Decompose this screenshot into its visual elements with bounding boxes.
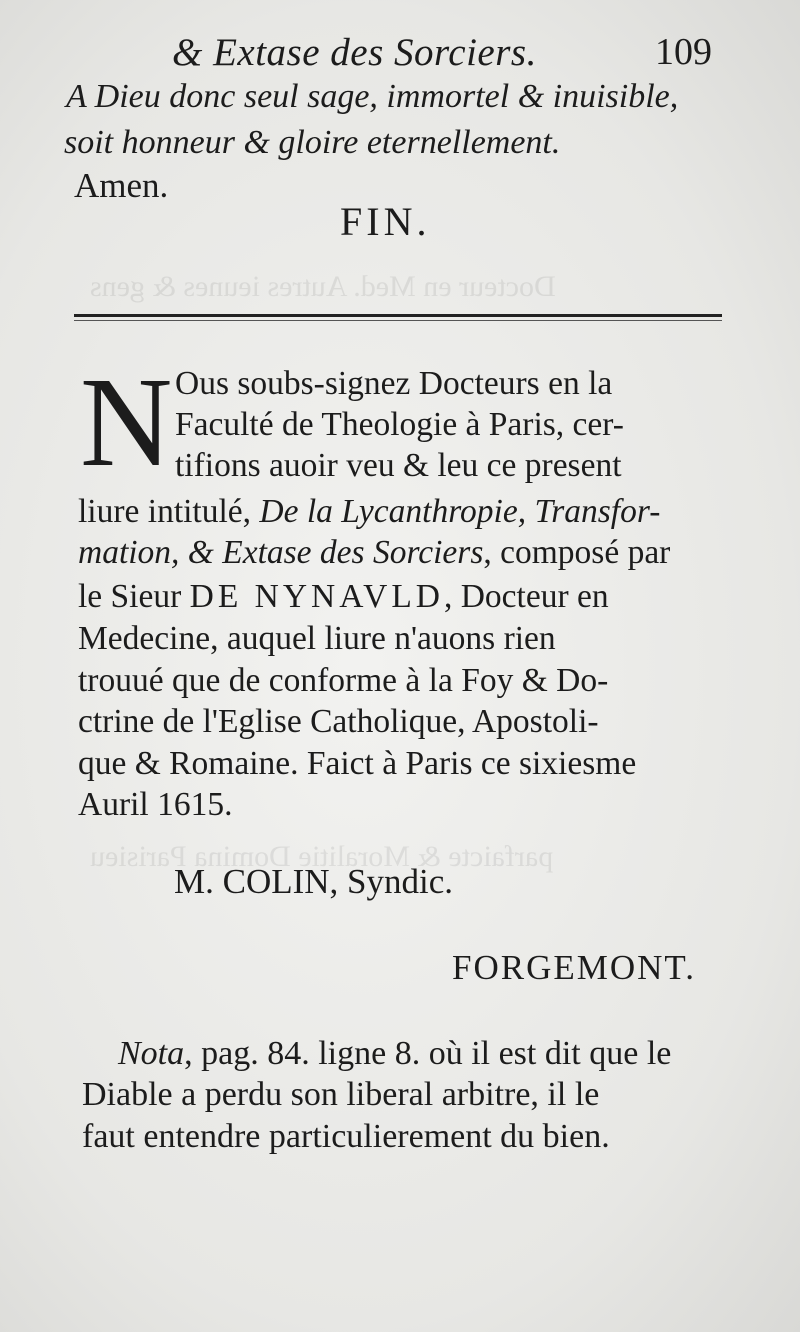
- approbation-line-1: Ous soubs-signez Docteurs en la: [175, 365, 613, 402]
- line6-lead: le Sieur: [78, 578, 190, 615]
- drop-cap: N: [80, 351, 173, 493]
- page-number: 109: [655, 31, 712, 73]
- note-line-1-text: , pag. 84. ligne 8. où il est dit que le: [184, 1035, 672, 1072]
- approbation-line-5: [78, 534, 670, 572]
- bleed-through-text-2: parfaicte & Moralitie Domina Parisieu: [90, 840, 554, 873]
- bleed-through-text: Docteur en Med. Autres ieunes & gens: [90, 270, 556, 303]
- approbation-line-6: [78, 578, 609, 616]
- note-line-2: Diable a perdu son liberal arbitre, il le: [82, 1076, 600, 1113]
- line5-tail: , composé par: [483, 534, 671, 571]
- approbation-line-9: ctrine de l'Eglise Catholique, Apostoli-: [78, 703, 599, 740]
- fin-heading: FIN.: [340, 199, 431, 244]
- note-line-3: faut entendre particulierement du bien.: [82, 1118, 610, 1155]
- approbation-line-3: tifions auoir veu & leu ce present: [175, 447, 622, 484]
- signatory-colin: M. COLIN, Syndic.: [174, 862, 454, 901]
- amen: Amen.: [74, 166, 169, 205]
- closing-line-1: A Dieu donc seul sage, immortel & inuisible,: [66, 78, 679, 115]
- author-name: DE NYNAVLD: [189, 578, 444, 615]
- book-title-part-2: mation, & Extase des Sorciers: [78, 534, 484, 571]
- closing-line-2: soit honneur & gloire eternellement.: [64, 124, 561, 161]
- note-line-1: [118, 1035, 671, 1073]
- approbation-line-7: Medecine, auquel liure n'auons rien: [78, 620, 556, 657]
- approbation-line-10: que & Romaine. Faict à Paris ce sixiesme: [78, 745, 637, 782]
- ornamental-rule: [74, 314, 722, 317]
- line6-tail: , Docteur en: [443, 578, 609, 615]
- approbation-line-11: Auril 1615.: [78, 786, 233, 823]
- approbation-line-4: [78, 493, 660, 531]
- approbation-line-8: trouué que de conforme à la Foy & Do-: [78, 662, 609, 699]
- running-head: & Extase des Sorciers.: [172, 31, 537, 74]
- ornamental-rule-thin: [74, 320, 722, 321]
- approbation-line-2: Faculté de Theologie à Paris, cer-: [175, 406, 624, 443]
- note-label: Nota: [118, 1035, 185, 1072]
- book-title-part-1: De la Lycanthropie, Transfor-: [259, 493, 661, 530]
- signatory-forgemont: FORGEMONT.: [452, 948, 696, 987]
- line4-lead: liure intitulé,: [78, 493, 260, 530]
